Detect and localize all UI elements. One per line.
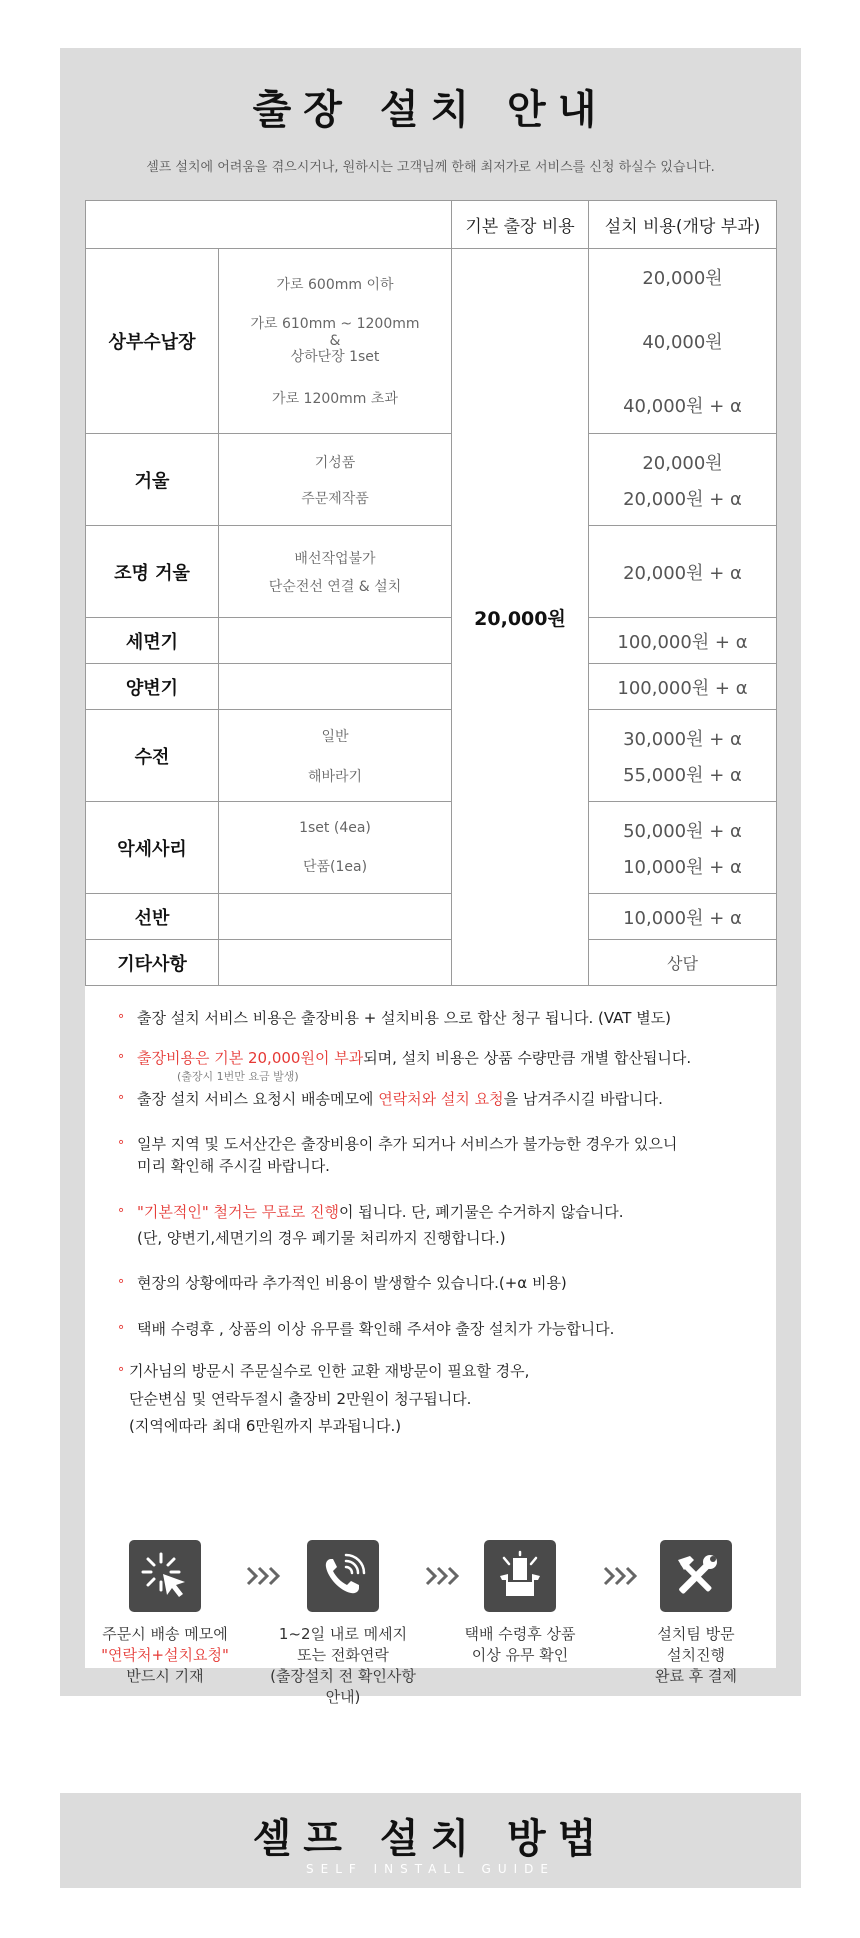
table-row — [86, 940, 777, 986]
bullet-icon: ∘ — [117, 1202, 126, 1218]
row-desc: 일반 — [321, 728, 349, 745]
note-item: ∘ "기본적인" 철거는 무료로 진행이 됩니다. 단, 폐기물은 수거하지 않습니다. (단, 양변기,세면기의 경우 폐기물 처리까지 진행합니다.) — [117, 1202, 624, 1247]
row-price: 20,000원 + α — [623, 488, 742, 510]
table-row — [86, 894, 777, 940]
table-header-install: 설치 비용(개당 부과) — [589, 201, 777, 249]
row-desc: 배선작업불가 — [294, 550, 376, 567]
note-item: ∘ 출장비용은 기본 20,000원이 부과되며, 설치 비용은 상품 수량만큼 개별 합산됩니다. (출장시 1번만 요금 발생) — [117, 1048, 757, 1083]
fee-table — [85, 200, 776, 986]
row-category: 기타사항 — [86, 940, 219, 986]
table-header-base: 기본 출장 비용 — [452, 201, 589, 249]
bullet-icon: ∘ — [117, 1048, 126, 1064]
row-price: 50,000원 + α — [623, 820, 742, 842]
phone-icon — [307, 1540, 379, 1612]
row-desc: 단순전선 연결 & 설치 — [268, 578, 402, 595]
bullet-icon: ∘ — [117, 1009, 126, 1024]
row-desc: 단품(1ea) — [302, 858, 368, 875]
row-category: 조명 거울 — [86, 526, 219, 618]
step-install: 설치팀 방문 설치진행 완료 후 결제 — [616, 1540, 776, 1687]
note-item: ∘ 출장 설치 서비스 비용은 출장비용 + 설치비용 으로 합산 청구 됩니다. (VAT 별도) — [117, 1009, 672, 1027]
row-price: 40,000원 — [642, 332, 723, 353]
step-inspect: 택배 수령후 상품 이상 유무 확인 — [440, 1540, 600, 1666]
row-price: 100,000원 + α — [589, 664, 777, 710]
row-desc: 가로 610mm ~ 1200mm & 상하단장 1set — [250, 315, 420, 366]
note-item: ∘ 현장의 상황에따라 추가적인 비용이 발생할수 있습니다.(+α 비용) — [117, 1274, 567, 1293]
row-price: 20,000원 — [642, 268, 723, 289]
base-fee: 20,000원 — [452, 249, 589, 986]
info-card — [85, 200, 776, 1706]
table-row — [86, 249, 777, 434]
bullet-icon: ∘ — [117, 1274, 126, 1290]
row-price: 20,000원 + α — [589, 526, 777, 618]
click-icon — [129, 1540, 201, 1612]
table-row — [86, 618, 777, 664]
note-small: (출장시 1번만 요금 발생) — [177, 1069, 299, 1083]
row-desc: 주문제작품 — [301, 490, 369, 507]
row-category: 세면기 — [86, 618, 219, 664]
row-price: 30,000원 + α — [623, 728, 742, 750]
self-install-guide-banner — [60, 1793, 801, 1888]
table-row — [86, 526, 777, 618]
note-item: ∘ 기사님의 방문시 주문실수로 인한 교환 재방문이 필요할 경우, 단순변심 및 연락두절시 출장비 2만원이 청구됩니다. (지역에따라 최대 6만원까지 부과됩니다.) — [117, 1361, 530, 1436]
row-price: 55,000원 + α — [623, 764, 742, 786]
row-desc: 가로 600mm 이하 — [276, 276, 394, 293]
bullet-icon: ∘ — [117, 1320, 126, 1336]
step-order-memo: 주문시 배송 메모에 "연락처+설치요청" 반드시 기재 — [85, 1540, 245, 1687]
page-title: 출장 설치 안내 — [252, 87, 609, 133]
row-category: 상부수납장 — [86, 249, 219, 434]
note-item: ∘ 택배 수령후 , 상품의 이상 유무를 확인해 주셔야 출장 설치가 가능합니다. — [117, 1320, 615, 1339]
package-icon — [484, 1540, 556, 1612]
notes-list — [117, 1008, 757, 1456]
bullet-icon: ∘ — [117, 1135, 126, 1151]
tools-icon — [660, 1540, 732, 1612]
bullet-icon: ∘ — [117, 1089, 126, 1105]
table-header-blank — [86, 201, 452, 249]
row-price: 20,000원 — [642, 452, 723, 474]
row-desc: 1set (4ea) — [299, 819, 371, 836]
row-desc: 가로 1200mm 초과 — [272, 391, 398, 408]
table-row — [86, 434, 777, 526]
install-info-panel — [60, 48, 801, 1706]
row-desc: 기성품 — [314, 454, 356, 471]
table-row — [86, 664, 777, 710]
row-price: 40,000원 + α — [623, 396, 742, 417]
process-steps — [85, 1540, 776, 1706]
table-row — [86, 802, 777, 894]
row-price: 10,000원 + α — [589, 894, 777, 940]
row-desc: 해바라기 — [307, 768, 363, 785]
row-price: 100,000원 + α — [589, 618, 777, 664]
step-contact: 1~2일 내로 메세지 또는 전화연락 (출장설치 전 확인사항 안내) — [263, 1540, 423, 1708]
row-category: 악세사리 — [86, 802, 219, 894]
note-item: ∘ 출장 설치 서비스 요청시 배송메모에 연락처와 설치 요청을 남겨주시길 바랍니다. — [117, 1089, 663, 1108]
row-category: 양변기 — [86, 664, 219, 710]
row-price: 상담 — [589, 940, 777, 986]
page-subtitle: 셀프 설치에 어려움을 겪으시거나, 원하시는 고객님께 한해 최저가로 서비스를 신청 하실수 있습니다. — [146, 160, 715, 175]
bullet-icon: ∘ — [117, 1361, 126, 1377]
guide-subtitle: SELF INSTALL GUIDE — [306, 1862, 555, 1876]
row-category: 거울 — [86, 434, 219, 526]
note-item: ∘ 일부 지역 및 도서산간은 출장비용이 추가 되거나 서비스가 불가능한 경우가 있으니 미리 확인해 주시길 바랍니다. — [117, 1135, 678, 1176]
row-category: 수전 — [86, 710, 219, 802]
row-price: 10,000원 + α — [623, 856, 742, 878]
table-row — [86, 710, 777, 802]
guide-title: 셀프 설치 방법 — [252, 1816, 609, 1862]
row-category: 선반 — [86, 894, 219, 940]
